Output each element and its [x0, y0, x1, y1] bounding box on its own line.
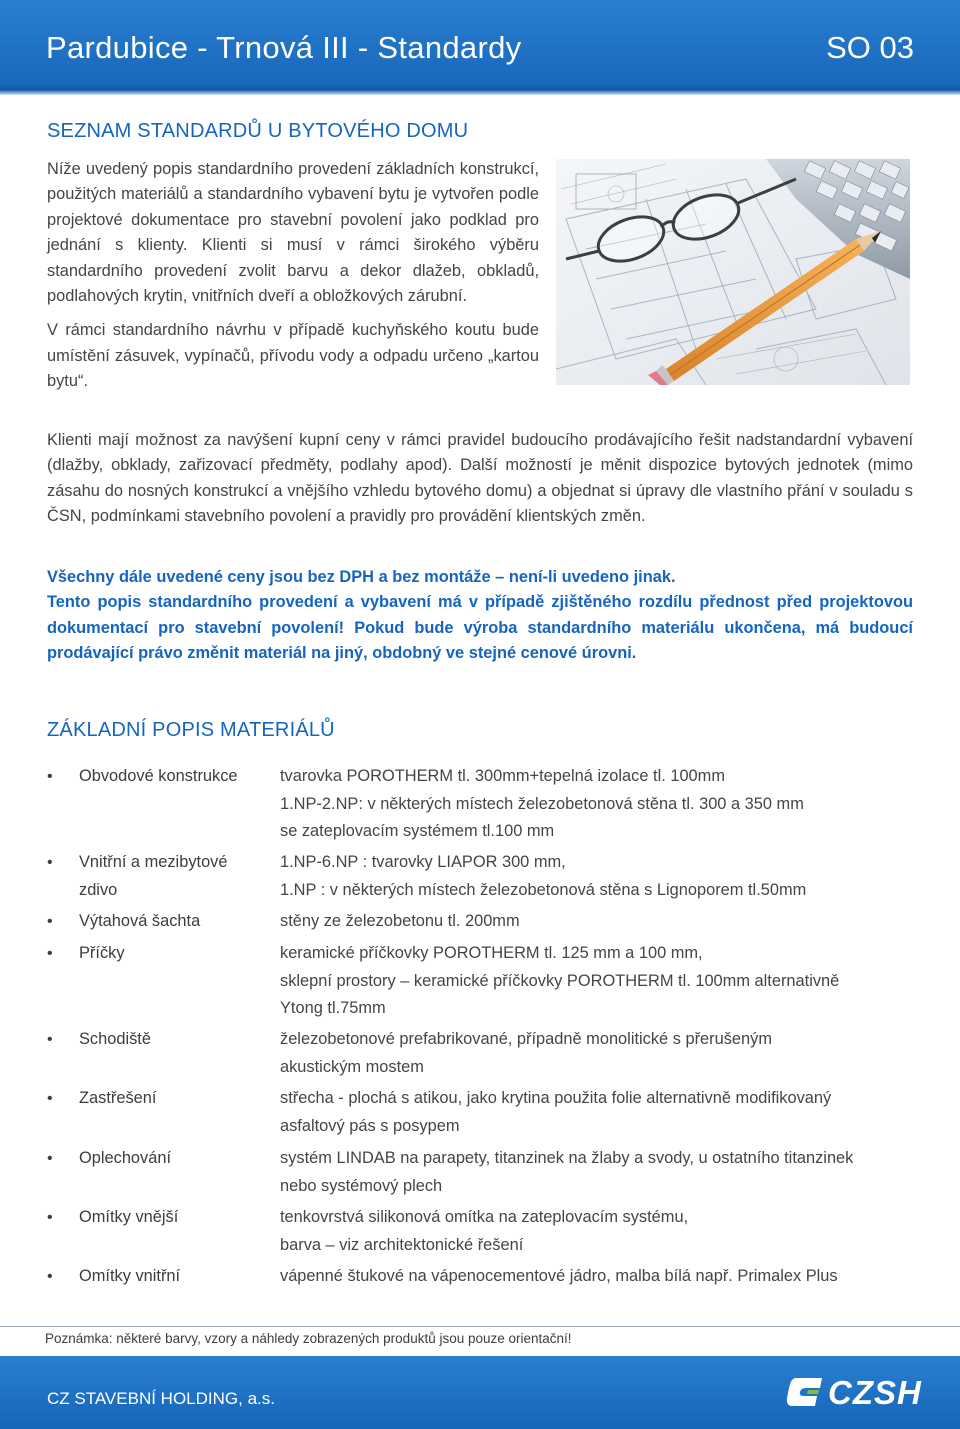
material-value-line: sklepní prostory – keramické příčkovky POROTHERM tl. 100mm alternativně — [280, 971, 840, 990]
material-value-line: 1.NP : v některých místech železobetonová stěna s Lignoporem tl.50mm — [280, 880, 807, 899]
bullet-icon: • — [47, 913, 53, 930]
document-code: SO 03 — [826, 30, 914, 65]
material-value-line: akustickým mostem — [280, 1057, 424, 1076]
bullet-icon: • — [47, 768, 53, 785]
blueprint-glasses-pencil-icon — [556, 159, 910, 385]
material-value-line: se zateplovacím systémem tl.100 mm — [280, 822, 555, 840]
bullet-icon: • — [47, 1268, 53, 1285]
notice-line-1: Všechny dále uvedené ceny jsou bez DPH a bez montáže – není-li uvedeno jinak. — [47, 568, 676, 586]
blueprint-photo — [556, 159, 910, 385]
material-label: Vnitřní a mezibytové zdivo — [79, 853, 228, 899]
price-notice — [47, 565, 913, 667]
material-value — [280, 1145, 920, 1200]
footnote-divider — [0, 1326, 960, 1327]
czsh-logo — [786, 1374, 926, 1412]
footnote: Poznámka: některé barvy, vzory a náhledy zobrazených produktů jsou pouze orientační! — [45, 1331, 572, 1346]
material-value — [280, 908, 920, 936]
page-title: Pardubice - Trnová III - Standardy — [46, 30, 522, 65]
page-footer — [0, 1356, 960, 1429]
material-value — [280, 940, 920, 1023]
material-value-line: střecha - plochá s atikou, jako krytina použita folie alternativně modifikovaný — [280, 1089, 832, 1107]
material-label: Schodiště — [79, 1030, 151, 1048]
material-label: Oplechování — [79, 1149, 172, 1167]
material-label: Obvodové konstrukce — [79, 767, 238, 785]
material-value-line: vápenné štukové na vápenocementové jádro, malba bílá např. Primalex Plus — [280, 1267, 838, 1285]
material-value-line: tvarovka POROTHERM tl. 300mm+tepelná izolace tl. 100mm — [280, 767, 725, 785]
material-label: Omítky vnitřní — [79, 1267, 181, 1285]
intro-paragraph-1: Níže uvedený popis standardního provedení základních konstrukcí, použitých materiálů a standardního vybavení bytu je vytvořen podle projektové dokumentace pro stavební povolení jako podklad pro jednání s klienty. Klienti si musí v rámci širokého výběru standardního provedení zvolit barvu a dekor dlažeb, obkladů, podlahových krytin, vnitřních dveří a obložkových zárubní. — [47, 160, 539, 306]
material-value-line: 1.NP-2.NP: v některých místech železobetonová stěna tl. 300 a 350 mm — [280, 794, 804, 813]
material-value-line: Ytong tl.75mm — [280, 999, 386, 1017]
material-value-line: keramické příčkovky POROTHERM tl. 125 mm a 100 mm, — [280, 944, 703, 962]
material-label: Výtahová šachta — [79, 912, 201, 930]
bullet-icon: • — [47, 854, 53, 871]
upgrade-options-paragraph: Klienti mají možnost za navýšení kupní ceny v rámci pravidel budoucího prodávajícího řešit nadstandardní vybavení (dlažby, obklady, zařizovací předměty, podlahy apod). Další možností je měnit dispozice bytových jednotek (mimo zásahu do nosných konstrukcí a vnějšího vzhledu bytového domu) a objednat si úpravy dle vlastního přání v souladu s ČSN, podmínkami stavebního povolení a pravidly pro provádění klientských změn. — [47, 431, 913, 526]
material-value-line: nebo systémový plech — [280, 1176, 443, 1195]
material-value-line: 1.NP-6.NP : tvarovky LIAPOR 300 mm, — [280, 853, 566, 871]
bullet-icon: • — [47, 1150, 53, 1167]
material-label: Příčky — [79, 944, 125, 962]
material-value-line: systém LINDAB na parapety, titanzinek na žlaby a svody, u ostatního titanzinek — [280, 1149, 854, 1167]
material-label: Zastřešení — [79, 1089, 157, 1107]
notice-line-2: Tento popis standardního provedení a vybavení má v případě zjištěného rozdílu přednost před projektovou dokumentací pro stavební povolení! Pokud bude výroba standardního materiálu ukončena, má budoucí prodávající právo změnit materiál na jiný, obdobný ve stejné cenové úrovni. — [47, 593, 913, 663]
material-value — [280, 1026, 920, 1081]
material-value — [280, 849, 920, 904]
bullet-icon: • — [47, 1209, 53, 1226]
material-value — [280, 1263, 920, 1291]
company-name: CZ STAVEBNÍ HOLDING, a.s. — [47, 1389, 275, 1408]
material-label: Omítky vnější — [79, 1208, 179, 1226]
material-value-line: tenkovrstvá silikonová omítka na zateplovacím systému, — [280, 1208, 689, 1226]
material-value-line: asfaltový pás s posypem — [280, 1116, 460, 1135]
logo-mark-icon — [786, 1376, 824, 1408]
intro-paragraph-2: V rámci standardního návrhu v případě kuchyňského koutu bude umístění zásuvek, vypínačů, přívodu vody a odpadu určeno „kartou bytu“. — [47, 321, 539, 391]
bullet-icon: • — [47, 1031, 53, 1048]
material-value-line: barva – viz architektonické řešení — [280, 1235, 524, 1254]
bullet-icon: • — [47, 945, 53, 962]
page-header — [0, 0, 960, 95]
section-heading-standards: SEZNAM STANDARDŮ U BYTOVÉHO DOMU — [47, 120, 469, 142]
header-accent-band — [0, 82, 960, 95]
material-value — [280, 1085, 920, 1140]
material-value — [280, 1204, 920, 1259]
intro-text — [47, 157, 539, 395]
material-value — [280, 763, 920, 846]
logo-text: CZSH — [828, 1374, 922, 1411]
section-heading-materials: ZÁKLADNÍ POPIS MATERIÁLŮ — [47, 719, 335, 741]
bullet-icon: • — [47, 1090, 53, 1107]
material-value-line: stěny ze železobetonu tl. 200mm — [280, 912, 520, 930]
material-value-line: železobetonové prefabrikované, případně monolitické s přerušeným — [280, 1030, 772, 1048]
